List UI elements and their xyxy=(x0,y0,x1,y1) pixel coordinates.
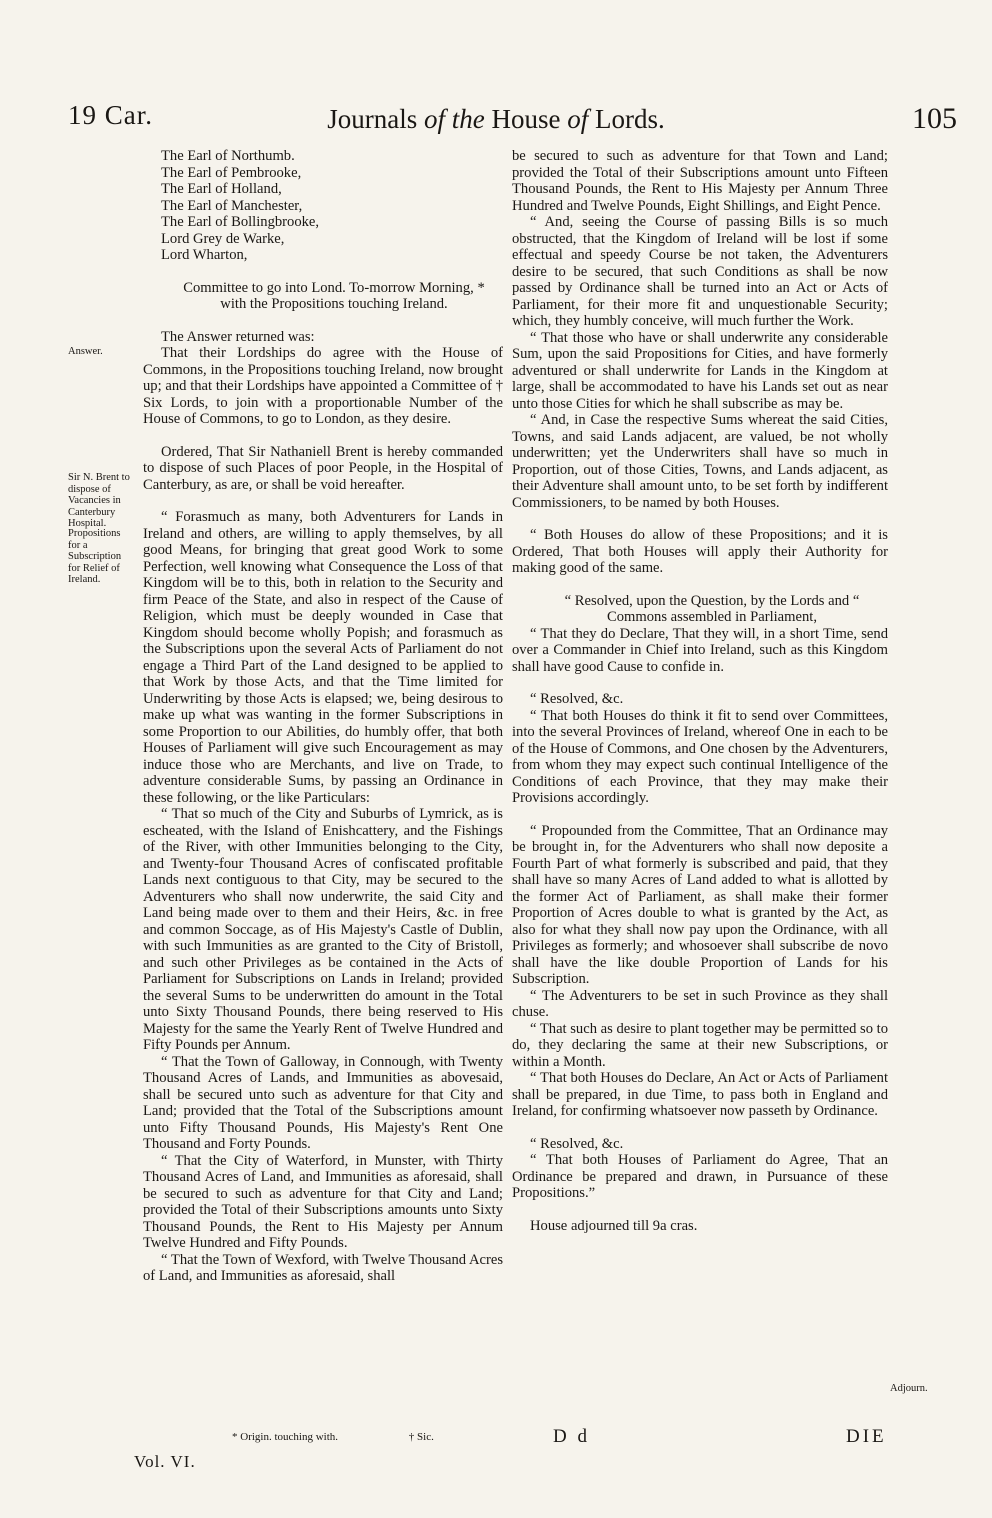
para-wexford-cont: be secured to such as adventure for that Town and Land; provided the Total of their Subscriptions amount unto Fifteen Thousand Pounds, the Rent to His Majesty per Annum Three Hundred and Twelve Pounds, Eight Shillings, and Eight Pence. xyxy=(512,148,888,214)
committee-name: Lord Grey de Warke, xyxy=(161,230,285,247)
para-seeing: “ And, seeing the Course of passing Bills is so much obstructed, that the Kingdom of Ireland will be lost if some effectual and speedy Course be not taken, the Adventurers desire to be secured, that such Conditions as shall be now passed by Ordinance shall be turned into an Act or Acts of Parliament, for their more fit and unquestionable Security; which, they humbly conceive, will much further the Work. xyxy=(512,214,888,329)
right-column xyxy=(512,148,888,1234)
resolved-2-heading: “ Resolved, &c. xyxy=(530,691,624,707)
para-wexford: “ That the Town of Wexford, with Twelve Thousand Acres of Land, and Immunities as aforesaid, shall xyxy=(143,1251,503,1284)
para-plant: “ That such as desire to plant together may be permitted so to do, they declaring the same at their new Subscriptions, or within a Month. xyxy=(512,1020,888,1070)
para-province: “ The Adventurers to be set in such Province as they shall chuse. xyxy=(512,987,888,1020)
para-respective: “ And, in Case the respective Sums whereat the said Cities, Towns, and said Lands adjacent, are valued, be not wholly underwritten; yet the Underwriters shall have so much in Proportion, out of those Cities, Towns, and Lands adjacent, as their Adventure shall amount unto, to be set forth by indifferent Commissioners, to be named by both Houses. xyxy=(512,412,888,511)
margin-note-brent: Sir N. Brent to dispose of Vacancies in Canterbury Hospital. xyxy=(68,472,130,530)
committee-name: The Earl of Bollingbrooke, xyxy=(161,214,320,230)
resolved-1-heading: “ Resolved, upon the Question, by the Lords and “ Commons assembled in Parliament, xyxy=(564,592,860,625)
title-word-the: the xyxy=(451,104,485,134)
resolved-3-body: “ That both Houses of Parliament do Agree, That an Ordinance be prepared and drawn, in Pursuance of these Propositions.” xyxy=(512,1152,888,1201)
title-word-lords: Lords. xyxy=(595,104,665,134)
volume-label: Vol. VI. xyxy=(134,1452,196,1471)
committee-name: The Earl of Pembrooke, xyxy=(161,164,302,181)
committee-name: The Earl of Northumb. xyxy=(161,148,295,164)
footnote-2: † Sic. xyxy=(408,1431,434,1443)
margin-note-adjourn: Adjourn. xyxy=(890,1383,928,1394)
committee-name: Lord Wharton, xyxy=(161,247,248,263)
answer-intro: The Answer returned was: xyxy=(161,328,315,345)
resolved-3-heading: “ Resolved, &c. xyxy=(530,1135,624,1152)
running-title xyxy=(0,104,992,135)
committee-names-list xyxy=(143,148,503,264)
para-forasmuch: “ Forasmuch as many, both Adventurers for Lands in Ireland and others, are willing to apply themselves, by all good Means, for bringing that great good Work to some Perfection, well knowing what Consequence the Loss of that Kingdom will be to this, both in relation to the Security and firm Peace of the State, and also in respect of the Cause of Religion, which must be deeply wounded in Case that Kingdom should become wholly Popish; and forasmuch as the Subscriptions upon the several Acts of Parliament do not engage a Third Part of the Land designed to be applied to that Work by those Acts, and that the Time limited for Underwriting by those Acts is elapsed; we, being desirous to make up what was wanting in the former Subscriptions in some Proportion to our Abilities, do humbly offer, that both Houses of Parliament will give such Encouragement as may induce those who are Merchants, and live on Trade, to adventure considerable Sums, by passing an Ordinance in these following, or the like Particulars: xyxy=(143,509,503,806)
left-column xyxy=(143,148,503,1285)
page-number: 105 xyxy=(912,102,957,135)
committee-name: The Earl of Holland, xyxy=(161,181,282,197)
resolved-1-body: “ That they do Declare, That they will, in a short Time, send over a Commander in Chief into Ireland, such as this Kingdom shall have good Cause to confide in. xyxy=(512,625,888,675)
margin-note-answer: Answer. xyxy=(68,346,103,357)
committee-note: Committee to go into Lond. To-morrow Morning, * with the Propositions touching Ireland. xyxy=(183,279,485,312)
para-lymrick: “ That so much of the City and Suburbs of Lymrick, as is escheated, with the Island of Enishcattery, and the Fishings of the River, with other Immunities belonging to the City, and Twenty-four Thousand Acres of confiscated profitable Lands next contiguous to that City, may be secured to the Adventurers who shall now underwrite, the said City and Land being made over to them and their Heirs, &c. in free and common Soccage, as of His Majesty's Castle of Dublin, with such Immunities as are granted to the City of Bristoll, and such other Privileges as be contained in the Acts of Parliament for Subscriptions on Lands in Ireland; provided the several Sums to be underwritten do amount in the Total unto Sixty Thousand Pounds, there being reserved to His Majesty for the same the Yearly Rent of Twelve Hundred and Fifty Pounds per Annum. xyxy=(143,806,503,1053)
margin-note-propositions: Propositions for a Subscription for Relief of Ireland. xyxy=(68,528,122,586)
signature-mark: D d xyxy=(553,1426,590,1447)
regnal-year: 19 Car. xyxy=(68,100,153,130)
title-word-house: House xyxy=(491,104,561,134)
title-word-of-2: of xyxy=(567,104,589,134)
para-waterford: “ That the City of Waterford, in Munster, with Thirty Thousand Acres of Land, and Immunities as aforesaid, shall be secured to such as adventure for that City and Land; provided the Total of their Subscriptions amounts unto Sixty Thousand Pounds, the Rent to His Majesty per Annum Twelve Hundred and Fifty Pounds. xyxy=(143,1152,503,1251)
footnotes xyxy=(232,1431,502,1443)
para-declare: “ That both Houses do Declare, An Act or Acts of Parliament shall be prepared, in due Time, to pass both in England and Ireland, for confirming whatsoever now passeth by Ordinance. xyxy=(512,1070,888,1119)
title-word-of: of xyxy=(423,104,445,134)
catchword: DIE xyxy=(846,1426,887,1447)
para-galloway: “ That the Town of Galloway, in Connough, with Twenty Thousand Acres of Lands, and Immunities as abovesaid, shall be secured unto such as adventure for that City and Land; provided that the Total of the Subscriptions amount unto Fifty Thousand Pounds, His Majesty's Rent One Thousand and Forty Pounds. xyxy=(143,1053,503,1152)
title-word-journals: Journals xyxy=(327,104,418,134)
answer-text: That their Lordships do agree with the House of Commons, in the Propositions touching Ireland, now brought up; and that their Lordships have appointed a Committee of † Six Lords, to join with a proportionable Number of the House of Commons, to go to London, as they desire. xyxy=(143,345,503,427)
ordered-brent: Ordered, That Sir Nathaniell Brent is hereby commanded to dispose of such Places of poor People, in the Hospital of Canterbury, as are, or shall be void hereafter. xyxy=(143,443,503,493)
para-underwrite: “ That those who have or shall underwrite any considerable Sum, upon the said Propositions for Cities, and have formerly adventured or shall underwrite for Lands in the Kingdom at large, shall be accommodated to have his Lands set out as near unto those Cities for which he shall subscribe as may be. xyxy=(512,329,888,412)
para-propounded: “ Propounded from the Committee, That an Ordinance may be brought in, for the Adventurers who shall now deposite a Fourth Part of what formerly is subscribed and paid, that they shall have so many Acres of Land added to what is allotted by the former Act of Parliament, as shall make their former Proportion of Acres double to what is granted by the Act, as also for what they shall now pay upon the Ordinance, with all Privileges as formerly; and whosoever shall subscribe de novo shall have the like double Proportion of Lands for his Subscription. xyxy=(512,822,888,987)
resolved-2-body: “ That both Houses do think it fit to send over Committees, into the several Provinces of Ireland, whereof One in each to be of the House of Commons, and One chosen by the Adventurers, from whom they may expect such continual Intelligence of the Conditions of each Province, that they may make their Provisions accordingly. xyxy=(512,707,888,806)
footnote-1: * Origin. touching with. xyxy=(232,1431,339,1443)
committee-name: The Earl of Manchester, xyxy=(161,197,303,214)
para-allow: “ Both Houses do allow of these Propositions; and it is Ordered, That both Houses will apply their Authority for making good of the same. xyxy=(512,527,888,576)
adjournment-line: House adjourned till 9a cras. xyxy=(530,1217,698,1234)
